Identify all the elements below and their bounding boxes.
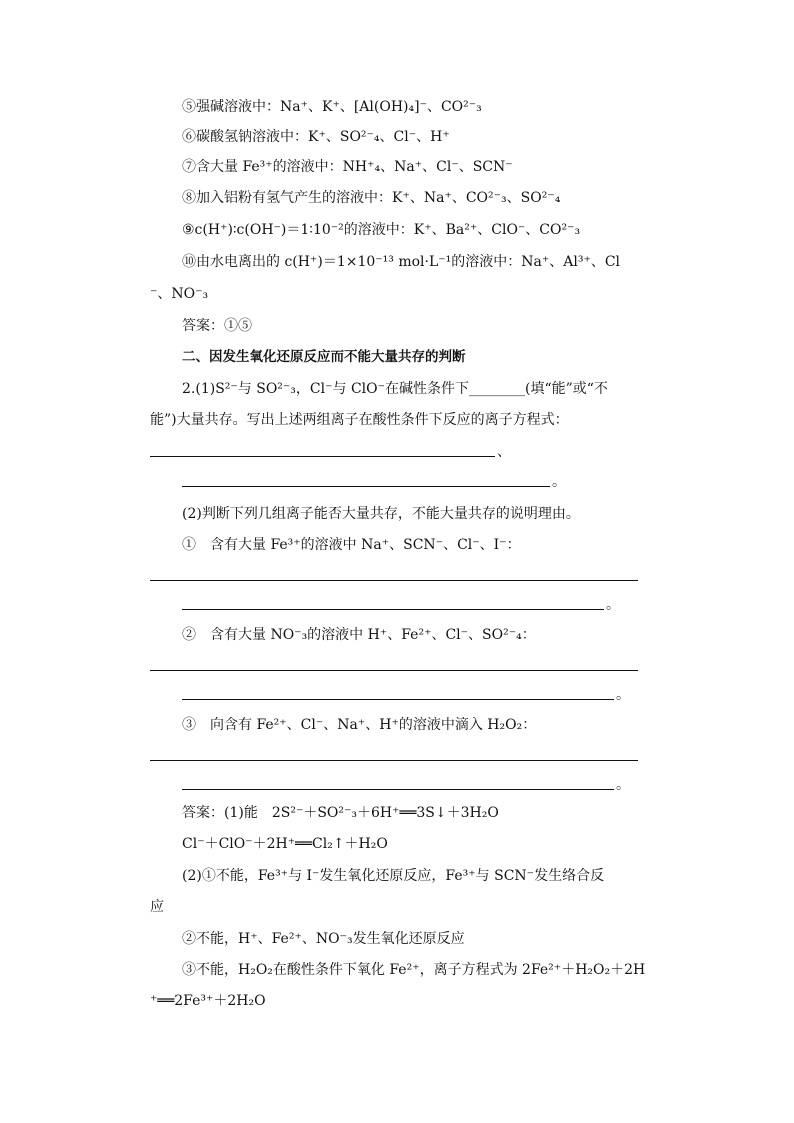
question-2-part-2: (2)判断下列几组离子能否大量共存，不能大量共存的说明理由。	[182, 506, 580, 522]
answer-2-line-4: 应	[150, 899, 164, 915]
blank-period: 。	[606, 597, 620, 613]
question-2-line-2: 能”)大量共存。写出上述两组离子在酸性条件下反应的离子方程式：	[150, 412, 569, 428]
sub-item-3: ③ 向含有 Fe²⁺、Cl⁻、Na⁺、H⁺的溶液中滴入 H₂O₂：	[182, 717, 537, 733]
answer-blank[interactable]	[182, 486, 550, 487]
answer-2-line-3: (2)①不能，Fe³⁺与 I⁻发生氧化还原反应，Fe³⁺与 SCN⁻发生络合反	[182, 868, 605, 884]
question-2-line-1: 2.(1)S²⁻与 SO²⁻₃，Cl⁻与 ClO⁻在碱性条件下________(填“能”或“不	[182, 381, 608, 397]
answer-2-line-6: ③不能，H₂O₂在酸性条件下氧化 Fe²⁺，离子方程式为 2Fe²⁺＋H₂O₂＋2H	[182, 962, 646, 978]
answer-2-line-1: 答案：(1)能 2S²⁻＋SO²⁻₃＋6H⁺══3S↓＋3H₂O	[182, 805, 499, 821]
section-heading: 二、因发生氧化还原反应而不能大量共存的判断	[182, 349, 466, 365]
item-6: ⑥碳酸氢钠溶液中：K⁺、SO²⁻₄、Cl⁻、H⁺	[182, 129, 450, 145]
answer-blank[interactable]	[150, 580, 638, 581]
answer-blank[interactable]	[150, 670, 638, 671]
sub-item-2: ② 含有大量 NO⁻₃的溶液中 H⁺、Fe²⁺、Cl⁻、SO²⁻₄：	[182, 627, 536, 643]
answer-blank[interactable]	[182, 699, 614, 700]
answer-blank[interactable]	[182, 609, 604, 610]
answer-blank[interactable]	[182, 789, 614, 790]
answer-blank[interactable]	[150, 760, 638, 761]
blank-period: 。	[616, 687, 630, 703]
item-10: ⑩由水电离出的 c(H⁺)＝1×10⁻¹³ mol·L⁻¹的溶液中：Na⁺、Al³⁺、Cl	[182, 254, 621, 270]
answer-1: 答案：①⑤	[182, 318, 252, 334]
answer-2-line-5: ②不能，H⁺、Fe²⁺、NO⁻₃发生氧化还原反应	[182, 931, 465, 947]
blank-separator: 、	[497, 444, 511, 460]
answer-2-line-7: ⁺══2Fe³⁺＋2H₂O	[150, 993, 266, 1009]
answer-2-line-2: Cl⁻＋ClO⁻＋2H⁺══Cl₂↑＋H₂O	[182, 836, 388, 852]
item-5: ⑤强碱溶液中：Na⁺、K⁺、[Al(OH)₄]⁻、CO²⁻₃	[182, 99, 482, 115]
blank-period: 。	[616, 777, 630, 793]
sub-item-1: ① 含有大量 Fe³⁺的溶液中 Na⁺、SCN⁻、Cl⁻、I⁻：	[182, 537, 521, 553]
item-9: ⑨c(H⁺)∶c(OH⁻)＝1∶10⁻²的溶液中：K⁺、Ba²⁺、ClO⁻、CO²⁻₃	[182, 222, 581, 238]
item-8: ⑧加入铝粉有氢气产生的溶液中：K⁺、Na⁺、CO²⁻₃、SO²⁻₄	[182, 190, 561, 206]
item-7: ⑦含大量 Fe³⁺的溶液中：NH⁺₄、Na⁺、Cl⁻、SCN⁻	[182, 159, 513, 175]
blank-period: 。	[552, 474, 566, 490]
item-10-continued: ⁻、NO⁻₃	[150, 286, 209, 302]
answer-blank[interactable]	[150, 456, 495, 457]
